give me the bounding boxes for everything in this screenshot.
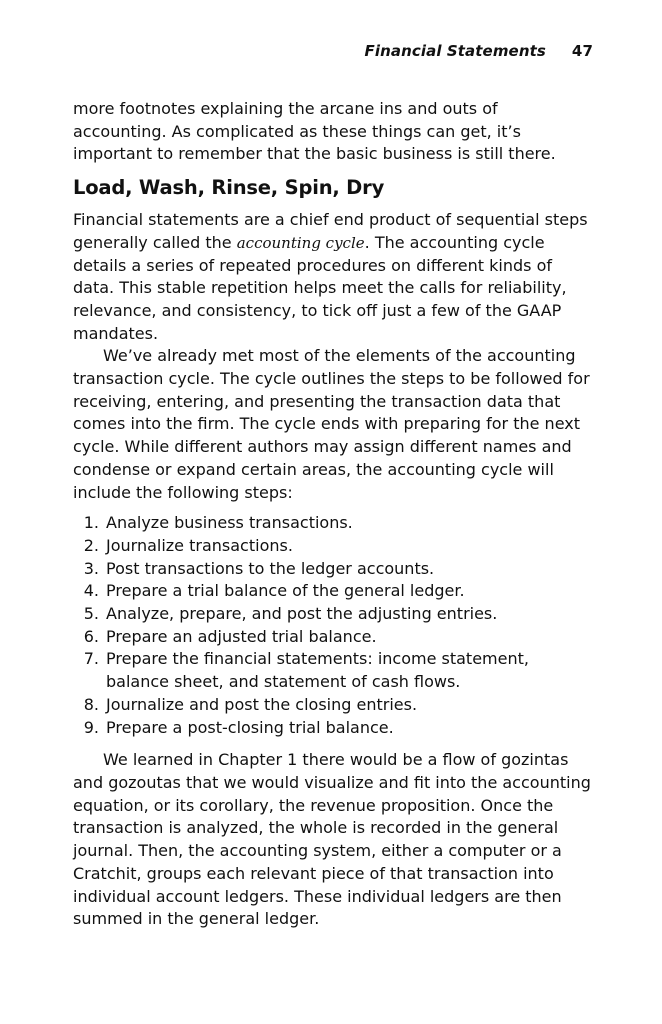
page-number: 47 [571,42,593,60]
list-item [73,648,593,693]
list-item [73,512,593,535]
list-item-number: 2. [83,535,99,555]
list-item-text: Prepare the financial statements: income statement, balance sheet, and statement of cash flows. [106,649,529,692]
intro-paragraph: more footnotes explaining the arcane ins and outs of accounting. As complicated as these things can get, it’s important to remember that the basic business is still there. [73,99,556,164]
paragraph-accounting-cycle [73,209,593,345]
paragraph-gozintas: We learned in Chapter 1 there would be a flow of gozintas and gozoutas that we would visualize and fit into the accounting equation, or its corollary, the revenue proposition. Once the transaction is analyzed, the whole is recorded in the general journal. Then, the accounting system, either a computer or a Cratchit, groups each relevant piece of that transaction into individual account ledgers. These individual ledgers are then summed in the general ledger. [73,750,591,929]
list-item-text: Prepare an adjusted trial balance. [106,626,377,646]
steps-list [73,512,593,739]
list-item [73,535,593,558]
list-item-number: 4. [83,581,99,601]
list-item [73,694,593,717]
running-header-title: Financial Statements [364,42,546,60]
paragraph-accounting-cycle-after: . The accounting cycle details a series of repeated procedures on different kinds of data. This stable repetition helps meet the calls for reliability, relevance, and consistency, to tick off just a few of the GAAP mandates. [73,232,567,343]
list-item-number: 3. [83,558,99,578]
list-item [73,580,593,603]
list-item [73,603,593,626]
paragraph-transaction-cycle: We’ve already met most of the elements of the accounting transaction cycle. The cycle outlines the steps to be followed for receiving, entering, and presenting the transaction data that comes into the firm. The cycle ends with preparing for the next cycle. While different authors may assign different names and condense or expand certain areas, the accounting cycle will include the following steps: [73,346,590,502]
list-item-number: 9. [83,717,99,737]
list-item-text: Journalize transactions. [106,535,293,555]
term-accounting-cycle: accounting cycle [236,233,365,252]
list-item [73,717,593,740]
list-item [73,558,593,581]
list-item-text: Journalize and post the closing entries. [106,694,418,714]
list-item-number: 6. [83,626,99,646]
list-item-text: Prepare a trial balance of the general ledger. [106,581,465,601]
running-header [73,42,593,60]
paragraph-accounting-cycle-before: Financial statements are a chief end product of sequential steps generally called the [73,210,588,252]
list-item-text: Prepare a post-closing trial balance. [106,717,394,737]
list-item [73,626,593,649]
section-heading: Load, Wash, Rinse, Spin, Dry [73,176,385,200]
list-item-number: 5. [83,604,99,624]
list-item-text: Analyze business transactions. [106,513,353,533]
list-item-number: 8. [83,694,99,714]
list-item-number: 1. [83,513,99,533]
list-item-text: Post transactions to the ledger accounts. [106,558,435,578]
list-item-number: 7. [83,649,99,669]
body-text [73,98,593,931]
list-item-text: Analyze, prepare, and post the adjusting entries. [106,604,498,624]
